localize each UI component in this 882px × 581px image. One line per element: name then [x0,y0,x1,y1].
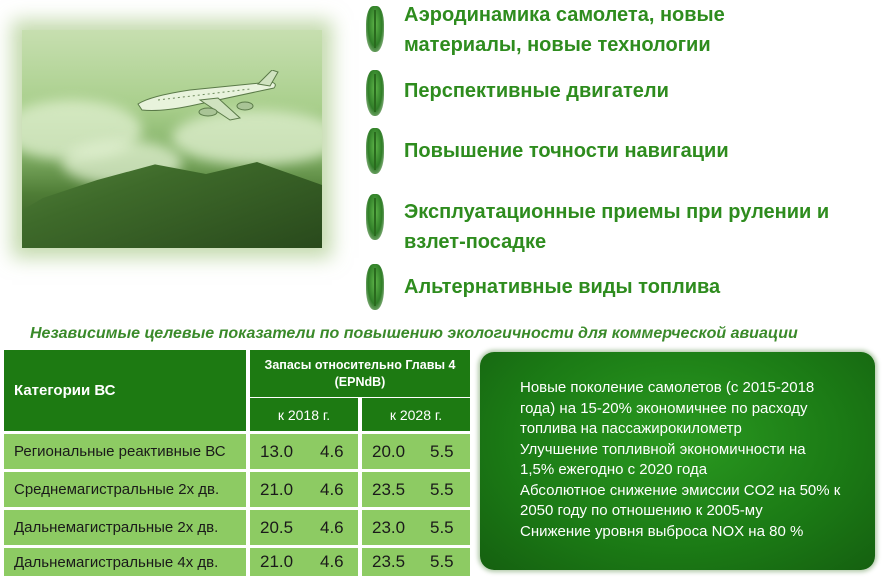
info-line: 2050 году по отношению к 2005-му [520,502,763,519]
value-2028-b: 5.5 [430,517,454,537]
table-row-2018 [250,548,358,576]
value-2018-b: 4.6 [320,479,344,499]
value-2018-b: 4.6 [320,441,344,461]
table-row-2018 [250,510,358,545]
goals-info-box [480,352,875,570]
info-line: года) на 15-20% экономичнее по расходу [520,399,808,417]
table-row-category: Региональные реактивные ВС [4,434,246,469]
header-2028: к 2028 г. [362,398,470,431]
bullet-item: Альтернативные виды топлива [404,276,721,298]
bullet-item: Повышение точности навигации [404,140,729,162]
table-row-2028 [362,548,470,576]
header-2018: к 2018 г. [250,398,358,431]
table-row-2028 [362,434,470,469]
value-2018-b: 4.6 [320,517,344,537]
section-caption: Независимые целевые показатели по повышению экологичности для коммерческой авиации [30,325,798,342]
table-row-2028 [362,472,470,507]
bullet-item: Эксплуатационные приемы при рулении и взлет-посадке [404,201,830,253]
value-2028-a: 23.5 [372,552,406,571]
info-line: 1,5% ежегодно с 2020 года [520,461,708,478]
info-line: топлива на пассажирокилометр [520,420,742,437]
value-2028-a: 20.0 [372,441,406,461]
value-2018-a: 21.0 [260,479,294,499]
leaf-icon [366,128,384,174]
leaf-icon [366,6,384,52]
table-row-2028 [362,510,470,545]
table-row-2018 [250,434,358,469]
info-line: Абсолютное снижение эмиссии CO2 на 50% к [520,481,841,499]
leaf-icon [366,70,384,116]
bullet-item: Аэродинамика самолета, новые материалы, новые технологии [404,4,725,56]
header-category: Категории ВС [4,350,246,431]
value-2028-a: 23.0 [372,517,406,537]
value-2028-b: 5.5 [430,552,454,571]
airplane-photo [22,30,322,248]
table-row-category: Дальнемагистральные 4х дв. [4,548,246,576]
table-row-2018 [250,472,358,507]
info-line: Улучшение топливной экономичности на [520,440,806,458]
table-row-category: Дальнемагистральные 2х дв. [4,510,246,545]
value-2018-a: 20.5 [260,517,294,537]
value-2028-b: 5.5 [430,441,454,461]
value-2028-b: 5.5 [430,479,454,499]
airplane-icon [130,70,280,130]
info-line: Новые поколение самолетов (с 2015-2018 [520,379,815,396]
bullet-item: Перспективные двигатели [404,80,669,102]
value-2018-a: 21.0 [260,552,294,571]
leaf-icon [366,194,384,240]
value-2028-a: 23.5 [372,479,406,499]
targets-table [4,350,470,576]
table-row-category: Среднемагистральные 2х дв. [4,472,246,507]
header-margins: Запасы относительно Главы 4 (EPNdB) [250,350,470,397]
info-line: Снижение уровня выброса NOX на 80 % [520,522,804,540]
value-2018-a: 13.0 [260,441,294,461]
leaf-icon [366,264,384,310]
value-2018-b: 4.6 [320,552,344,571]
